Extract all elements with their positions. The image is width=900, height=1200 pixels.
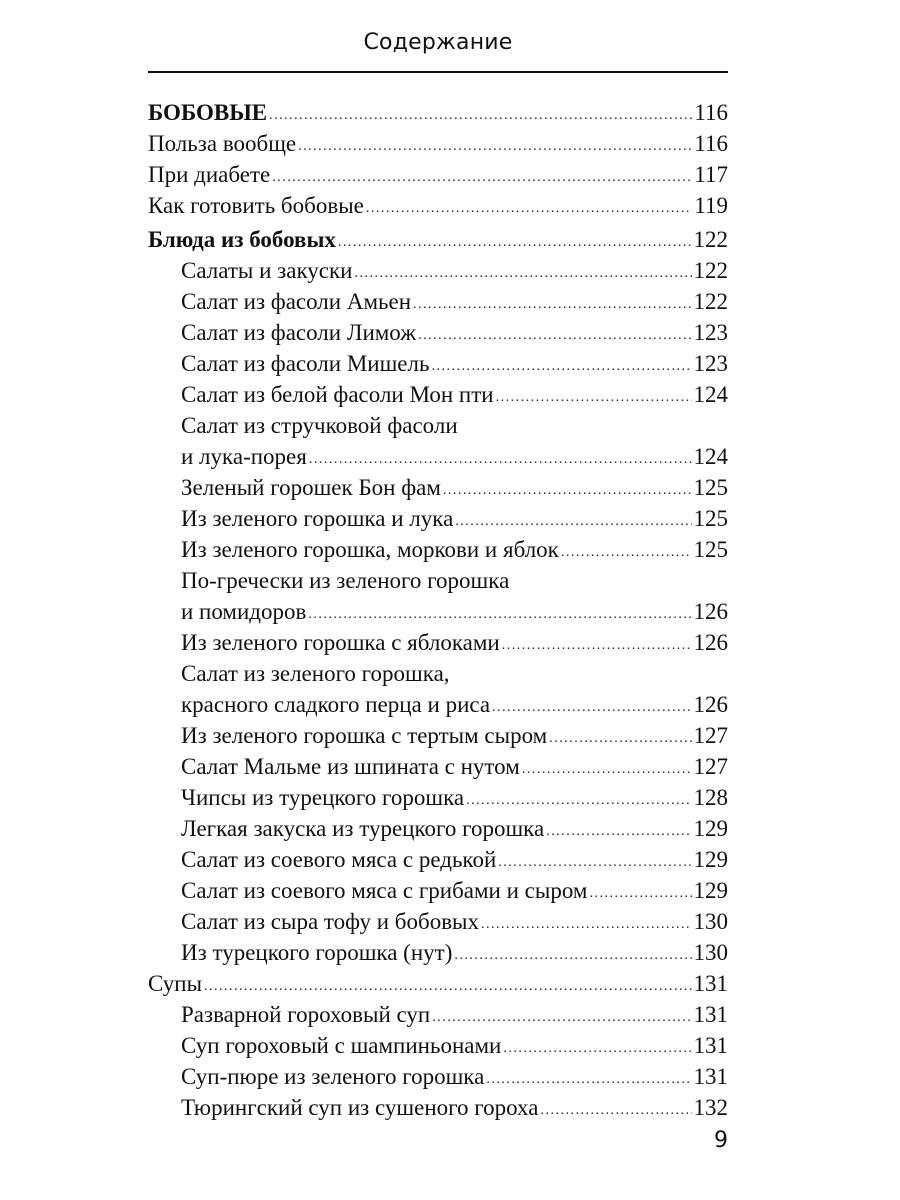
table-of-contents (148, 97, 728, 1123)
toc-entry-title: Как готовить бобовые (148, 193, 364, 218)
toc-entry (148, 472, 728, 503)
toc-entry (148, 379, 728, 410)
toc-entry (148, 441, 728, 472)
toc-entry (148, 720, 728, 751)
dot-leader (454, 940, 691, 971)
toc-entry-page: 122 (693, 289, 728, 314)
toc-entry-page: 119 (694, 193, 728, 218)
dot-leader (466, 785, 691, 816)
toc-entry-title: Салат из фасоли Амьен (181, 289, 412, 314)
toc-entry (148, 1061, 728, 1092)
dot-leader (338, 227, 692, 258)
toc-entry-title: Зеленый горошек Бон фам (181, 475, 441, 500)
toc-entry (148, 906, 728, 937)
dot-leader (432, 1002, 691, 1033)
toc-entry (148, 689, 728, 720)
toc-entry (148, 348, 728, 379)
dot-leader (355, 258, 692, 289)
dot-leader (418, 320, 691, 351)
toc-entry-title: Из зеленого горошка с яблоками (181, 630, 500, 655)
toc-entry (148, 596, 728, 627)
toc-entry (148, 658, 728, 689)
dot-leader (204, 971, 691, 1002)
toc-entry-title: БОБОВЫЕ (148, 100, 268, 125)
dot-leader (272, 162, 692, 193)
page-number: 9 (714, 1128, 728, 1153)
toc-entry-page: 126 (693, 630, 728, 655)
toc-entry-page: 131 (693, 971, 728, 996)
toc-entry-title: Салат из фасоли Лимож (181, 320, 417, 345)
toc-entry-page: 117 (694, 162, 728, 187)
toc-entry-title: Суп-пюре из зеленого горошка (181, 1064, 485, 1089)
toc-entry-page: 127 (693, 754, 728, 779)
toc-entry (148, 937, 728, 968)
toc-entry-title: Блюда из бобовых (148, 227, 336, 252)
toc-entry-title: Салат из фасоли Мишель (181, 351, 430, 376)
toc-entry-page: 124 (693, 382, 728, 407)
toc-entry-title: Из зеленого горошка с тертым сыром (181, 723, 548, 748)
toc-entry-page: 129 (693, 816, 728, 841)
toc-entry (148, 751, 728, 782)
dot-leader (486, 1064, 691, 1095)
toc-entry-page: 126 (693, 599, 728, 624)
dot-leader (496, 382, 692, 413)
toc-entry-title: и лука-порея (181, 444, 307, 469)
toc-entry-page: 126 (693, 692, 728, 717)
toc-entry-title: При диабете (148, 162, 271, 187)
toc-entry (148, 159, 728, 190)
dot-leader (549, 723, 691, 754)
toc-entry-title: Польза вообще (148, 131, 297, 156)
toc-entry-page: 125 (693, 506, 728, 531)
toc-entry (148, 1030, 728, 1061)
toc-entry-page: 123 (693, 320, 728, 345)
toc-entry-title: Из турецкого горошка (нут) (181, 940, 453, 965)
toc-entry (148, 813, 728, 844)
dot-leader (498, 847, 691, 878)
toc-entry-page: 131 (693, 1064, 728, 1089)
toc-entry (148, 286, 728, 317)
dot-leader (269, 100, 692, 131)
toc-entry (148, 627, 728, 658)
toc-entry-title: Легкая закуска из турецкого горошка (181, 816, 545, 841)
toc-entry-page: 129 (693, 847, 728, 872)
dot-leader (309, 444, 692, 475)
header-rule (148, 71, 728, 73)
toc-entry-page: 131 (693, 1002, 728, 1027)
toc-entry (148, 410, 728, 441)
toc-entry (148, 565, 728, 596)
toc-entry-page: 127 (693, 723, 728, 748)
toc-entry-title: Салат из зеленого горошка, (181, 661, 450, 686)
toc-entry (148, 503, 728, 534)
dot-leader (540, 1095, 691, 1126)
dot-leader (589, 878, 691, 909)
toc-entry (148, 1092, 728, 1123)
toc-entry-page: 125 (693, 475, 728, 500)
dot-leader (432, 351, 692, 382)
toc-entry (148, 968, 728, 999)
toc-entry-page: 116 (694, 131, 728, 156)
toc-entry-title: и помидоров (181, 599, 307, 624)
toc-entry-title: Из зеленого горошка и лука (181, 506, 454, 531)
toc-entry-title: Салат из стручковой фасоли (181, 413, 458, 438)
toc-entry (148, 782, 728, 813)
toc-entry-title: Салат Мальме из шпината с нутом (181, 754, 520, 779)
dot-leader (522, 754, 692, 785)
toc-entry-page: 132 (693, 1095, 728, 1120)
dot-leader (413, 289, 691, 320)
toc-entry-title: Салат из соевого мяса с редькой (181, 847, 497, 872)
toc-entry-page: 122 (693, 227, 728, 252)
toc-entry-title: Суп гороховый с шампиньонами (181, 1033, 502, 1058)
dot-leader (503, 1033, 691, 1064)
dot-leader (502, 630, 692, 661)
toc-entry-title: Салат из белой фасоли Мон пти (181, 382, 494, 407)
toc-entry-page: 122 (693, 258, 728, 283)
toc-entry (148, 97, 728, 128)
toc-entry (148, 317, 728, 348)
toc-entry-page: 131 (693, 1033, 728, 1058)
toc-entry-page: 130 (693, 940, 728, 965)
toc-entry-title: По-гречески из зеленого горошка (181, 568, 510, 593)
toc-entry-title: красного сладкого перца и риса (181, 692, 491, 717)
toc-entry (148, 224, 728, 255)
toc-entry-title: Из зеленого горошка, моркови и яблок (181, 537, 559, 562)
toc-entry (148, 190, 728, 221)
dot-leader (443, 475, 692, 506)
dot-leader (298, 131, 692, 162)
toc-entry-page: 116 (694, 100, 728, 125)
toc-entry-page: 123 (693, 351, 728, 376)
dot-leader (546, 816, 691, 847)
running-header: Содержание (363, 30, 513, 55)
toc-entry-page: 124 (693, 444, 728, 469)
toc-entry-title: Чипсы из турецкого горошка (181, 785, 465, 810)
toc-entry-title: Салат из соевого мяса с грибами и сыром (181, 878, 588, 903)
toc-entry-title: Разварной гороховый суп (181, 1002, 431, 1027)
toc-entry-title: Супы (148, 971, 203, 996)
dot-leader (308, 599, 691, 630)
toc-entry-page: 129 (693, 878, 728, 903)
toc-entry-page: 130 (693, 909, 728, 934)
toc-entry (148, 255, 728, 286)
dot-leader (561, 537, 692, 568)
toc-entry (148, 128, 728, 159)
toc-entry (148, 999, 728, 1030)
toc-entry (148, 875, 728, 906)
dot-leader (366, 193, 692, 224)
dot-leader (455, 506, 691, 537)
toc-entry-page: 128 (693, 785, 728, 810)
toc-entry-title: Салаты и закуски (181, 258, 353, 283)
toc-entry-title: Салат из сыра тофу и бобовых (181, 909, 480, 934)
toc-entry-page: 125 (693, 537, 728, 562)
toc-entry (148, 844, 728, 875)
dot-leader (492, 692, 691, 723)
toc-entry (148, 534, 728, 565)
dot-leader (481, 909, 691, 940)
toc-entry-title: Тюрингский суп из сушеного гороха (181, 1095, 539, 1120)
